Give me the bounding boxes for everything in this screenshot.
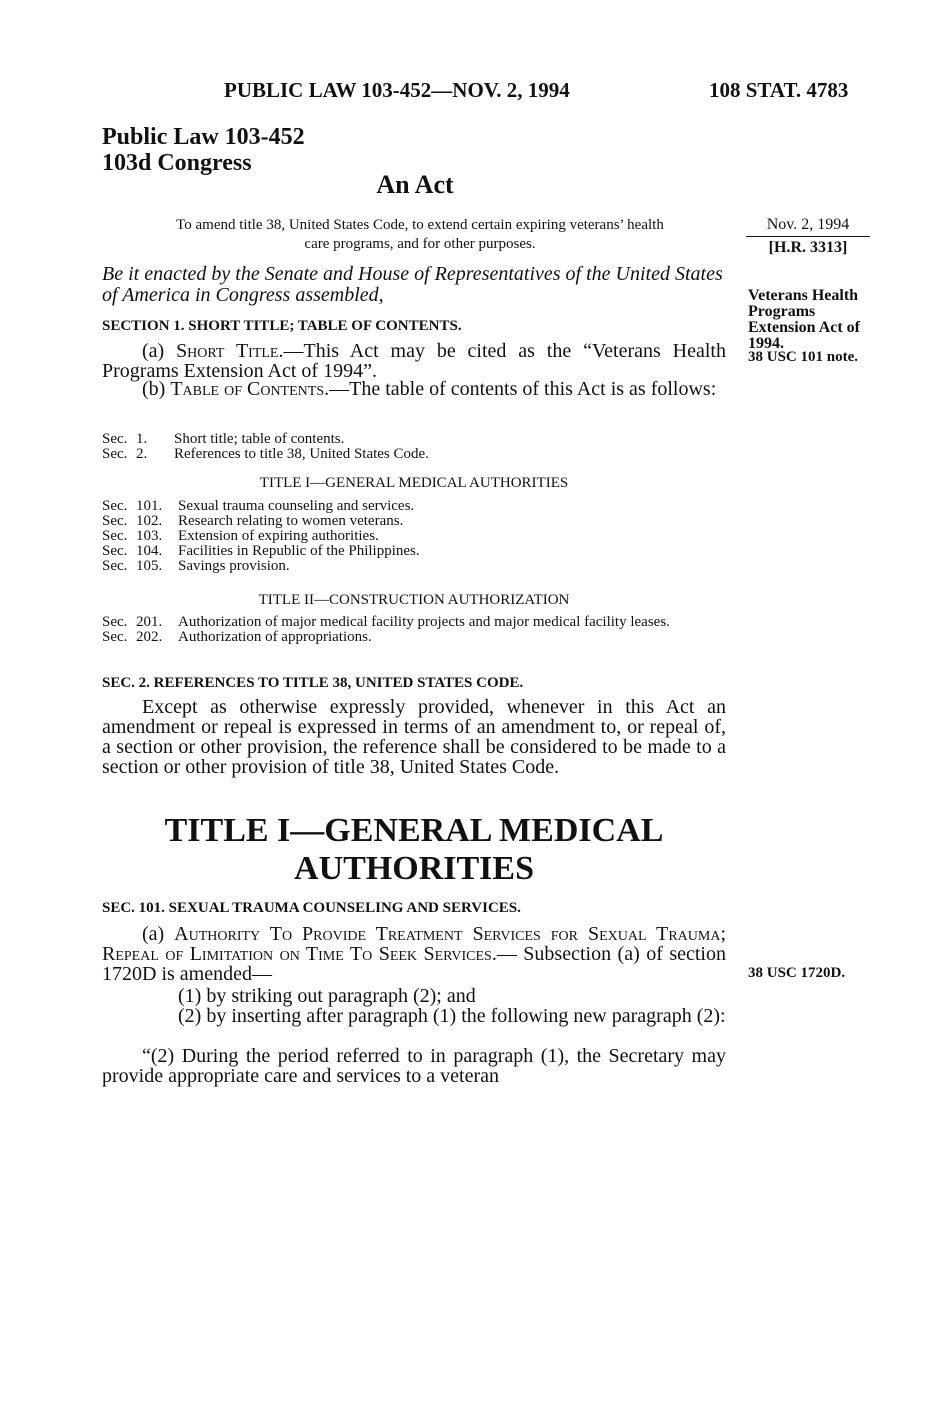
section-1-a-label: (a) [142,340,177,362]
toc-row: Sec. 1. Short title; table of contents. [102,431,345,447]
section-101-a-label: (a) [142,923,175,945]
title-1-heading [102,812,726,888]
toc-row: Sec. 105. Savings provision. [102,558,290,574]
section-101-a-caption: Authority To Provide Treatment Services for Sexual Trauma; Repeal of Limitation on Time To Seek Services. [102,923,726,965]
toc-row: Sec. 202. Authorization of appropriations. [102,629,372,645]
section-101-paragraph-3: “(2) During the period referred to in paragraph (1), the Secretary may provide appropriate care and services to a veteran [102,1045,726,1087]
toc-title-2-list [102,615,726,645]
section-1-b-text: —The table of contents of this Act is as follows: [329,378,717,400]
purpose-line-2: care programs, and for other purposes. [304,236,536,252]
section-1-b-caption: Table of Contents. [170,378,330,400]
margin-usc-1720d: 38 USC 1720D. [748,965,846,981]
section-1-b-label: (b) [142,378,171,400]
toc-title-2-heading: TITLE II—CONSTRUCTION AUTHORIZATION [258,592,570,608]
toc-row: Sec. 2. References to title 38, United States Code. [102,446,429,462]
purpose-line-1: To amend title 38, United States Code, to extend certain expiring veterans’ health [176,217,664,233]
stat-page-number: 108 STAT. 4783 [709,78,849,102]
margin-bill-number: [H.R. 3313] [768,239,848,256]
margin-short-title: Veterans Health Programs Extension Act of 1994. [748,287,860,352]
section-1-b [102,379,726,399]
section-101-paragraph-1: (1) by striking out paragraph (2); and [178,985,476,1007]
title-1-heading-line-2: AUTHORITIES [294,850,534,887]
section-1-a-text: —This Act may be cited as the “Veterans Health Programs Extension Act of 1994”. [102,340,726,382]
margin-date: Nov. 2, 1994 [746,216,870,237]
section-2-text: Except as otherwise expressly provided, whenever in this Act an amendment or repeal is expressed in terms of an amendment to, or repeal of, a section or other provision, the reference shall be considered to be made to a section or other provision of title 38, United States Code. [102,696,726,778]
public-law-number: Public Law 103-452 [102,124,305,150]
toc-row: Sec. 103. Extension of expiring authorities. [102,528,379,544]
toc-row: Sec. 101. Sexual trauma counseling and services. [102,498,415,514]
toc-row: Sec. 201. Authorization of major medical facility projects and major medical facility leases. [102,614,670,630]
section-1-a-caption: Short Title. [176,340,284,362]
enacting-clause: Be it enacted by the Senate and House of Representatives of the United States of America in Congress assembled, [102,263,723,306]
toc-title-1-list [102,499,726,574]
toc-title-1-heading: TITLE I—GENERAL MEDICAL AUTHORITIES [259,475,569,491]
section-2-heading: SEC. 2. REFERENCES TO TITLE 38, UNITED STATES CODE. [102,675,524,691]
section-101-heading: SEC. 101. SEXUAL TRAUMA COUNSELING AND SERVICES. [102,900,521,916]
section-101-a [102,924,726,984]
section-101-paragraph-2: (2) by inserting after paragraph (1) the following new paragraph (2): [178,1005,726,1027]
margin-date-block [746,216,870,257]
running-title: PUBLIC LAW 103-452—NOV. 2, 1994 [224,78,570,102]
congress-label: 103d Congress [102,150,252,176]
section-1-heading: SECTION 1. SHORT TITLE; TABLE OF CONTENTS. [102,318,462,334]
act-heading: An Act [376,170,454,199]
section-101-a-text: — Subsection (a) of section 1720D is amended— [102,943,726,985]
toc-row: Sec. 102. Research relating to women veterans. [102,513,404,529]
toc-intro-list [102,432,726,462]
section-1-a [102,341,726,381]
toc-row: Sec. 104. Facilities in Republic of the Philippines. [102,543,420,559]
act-purpose [110,216,730,254]
margin-usc-note: 38 USC 101 note. [748,349,859,365]
title-1-heading-line-1: TITLE I—GENERAL MEDICAL [164,812,664,849]
